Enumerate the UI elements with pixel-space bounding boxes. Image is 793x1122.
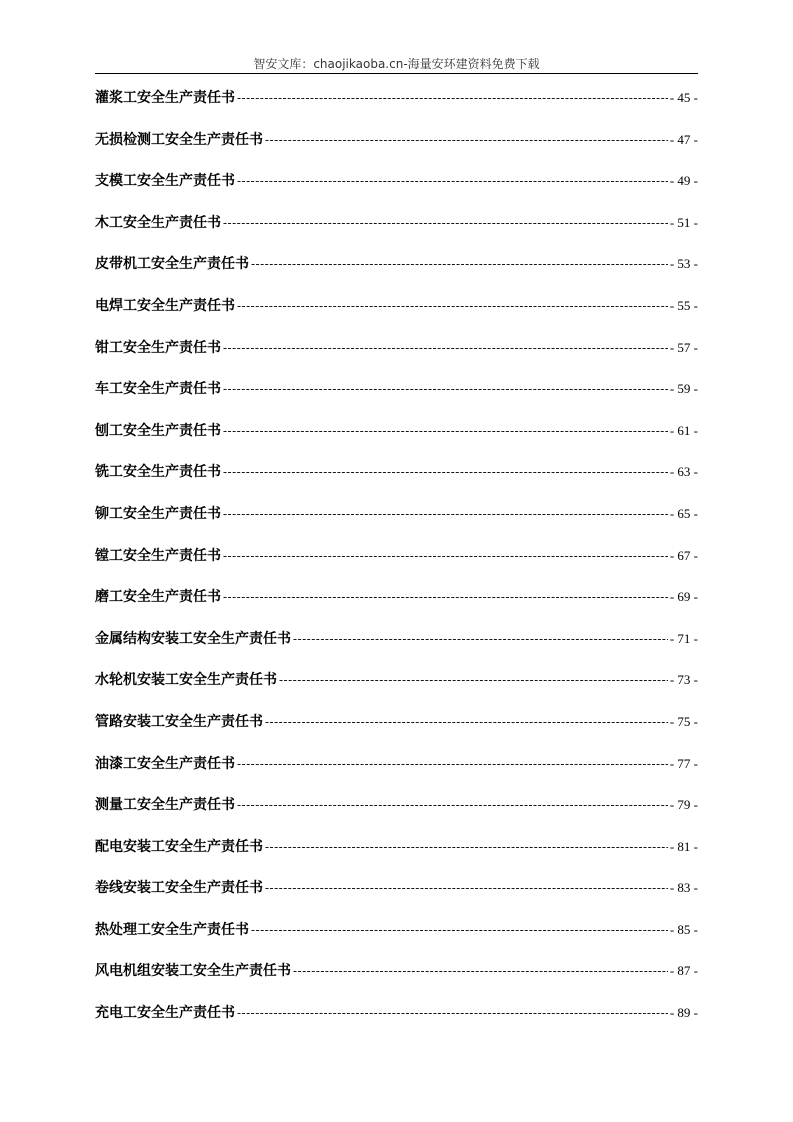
toc-entry[interactable]: [95, 920, 698, 962]
toc-leader: [265, 837, 668, 857]
toc-entry[interactable]: [95, 338, 698, 380]
table-of-contents: [95, 88, 698, 1045]
toc-entry-title: 刨工安全生产责任书: [95, 422, 221, 439]
toc-entry-title: 镗工安全生产责任书: [95, 547, 221, 564]
toc-entry-title: 水轮机安装工安全生产责任书: [95, 672, 277, 689]
toc-entry-page: - 51 -: [669, 214, 698, 230]
toc-entry[interactable]: [95, 88, 698, 130]
toc-entry-title: 无损检测工安全生产责任书: [95, 131, 263, 148]
toc-entry[interactable]: [95, 629, 698, 671]
toc-leader: [265, 878, 668, 898]
toc-leader: [293, 961, 668, 981]
toc-entry[interactable]: [95, 171, 698, 213]
toc-entry[interactable]: [95, 296, 698, 338]
toc-entry-page: - 83 -: [669, 880, 698, 896]
toc-entry[interactable]: [95, 421, 698, 463]
toc-leader: [279, 670, 668, 690]
toc-entry-page: - 89 -: [669, 1005, 698, 1021]
toc-leader: [265, 712, 668, 732]
toc-entry-title: 灌浆工安全生产责任书: [95, 90, 235, 106]
toc-entry[interactable]: [95, 1003, 698, 1045]
toc-entry[interactable]: [95, 546, 698, 588]
toc-leader: [237, 1003, 668, 1023]
toc-entry-page: - 53 -: [669, 256, 698, 272]
toc-leader: [237, 754, 668, 774]
toc-entry-page: - 57 -: [669, 339, 698, 355]
page-header: 智安文库：chaojikaoba.cn-海量安环建资料免费下载: [253, 57, 540, 71]
toc-entry-title: 支模工安全生产责任书: [95, 173, 235, 190]
toc-entry-page: - 69 -: [669, 589, 698, 605]
toc-entry-title: 铆工安全生产责任书: [95, 505, 221, 522]
toc-leader: [223, 462, 668, 482]
toc-leader: [237, 171, 668, 191]
toc-leader: [223, 213, 668, 233]
toc-entry[interactable]: [95, 213, 698, 255]
toc-entry-page: - 49 -: [669, 173, 698, 189]
toc-leader: [223, 421, 668, 441]
toc-leader: [237, 296, 668, 316]
toc-entry[interactable]: [95, 754, 698, 796]
toc-entry[interactable]: [95, 712, 698, 754]
toc-entry[interactable]: [95, 254, 698, 296]
toc-entry-page: - 65 -: [669, 505, 698, 521]
toc-entry-page: - 67 -: [669, 547, 698, 563]
toc-entry-page: - 79 -: [669, 797, 698, 813]
toc-entry-page: - 77 -: [669, 755, 698, 771]
toc-entry-page: - 81 -: [669, 838, 698, 854]
toc-entry-page: - 71 -: [669, 630, 698, 646]
toc-entry-page: - 59 -: [669, 381, 698, 397]
toc-leader: [237, 88, 668, 108]
toc-entry-title: 充电工安全生产责任书: [95, 1005, 235, 1022]
toc-entry[interactable]: [95, 670, 698, 712]
toc-entry-page: - 75 -: [669, 713, 698, 729]
toc-leader: [223, 338, 668, 358]
toc-leader: [223, 546, 668, 566]
toc-entry-page: - 61 -: [669, 422, 698, 438]
toc-entry-page: - 63 -: [669, 464, 698, 480]
toc-leader: [265, 130, 668, 150]
toc-entry[interactable]: [95, 130, 698, 172]
toc-entry[interactable]: [95, 795, 698, 837]
toc-entry[interactable]: [95, 878, 698, 920]
toc-leader: [223, 504, 668, 524]
header-divider: [95, 73, 698, 74]
toc-entry-title: 配电安装工安全生产责任书: [95, 838, 263, 855]
toc-entry[interactable]: [95, 961, 698, 1003]
toc-entry-page: - 55 -: [669, 297, 698, 313]
toc-entry-page: - 47 -: [669, 131, 698, 147]
toc-entry[interactable]: [95, 837, 698, 879]
toc-entry-title: 管路安装工安全生产责任书: [95, 713, 263, 730]
toc-entry-title: 卷线安装工安全生产责任书: [95, 880, 263, 897]
toc-leader: [293, 629, 668, 649]
toc-leader: [251, 254, 668, 274]
toc-entry-title: 金属结构安装工安全生产责任书: [95, 630, 291, 647]
toc-entry-title: 测量工安全生产责任书: [95, 797, 235, 814]
toc-entry-title: 磨工安全生产责任书: [95, 589, 221, 606]
toc-leader: [251, 920, 668, 940]
toc-entry-title: 电焊工安全生产责任书: [95, 297, 235, 314]
toc-entry[interactable]: [95, 504, 698, 546]
toc-entry[interactable]: [95, 379, 698, 421]
toc-leader: [223, 587, 668, 607]
toc-entry-page: - 45 -: [669, 90, 698, 105]
toc-entry-page: - 85 -: [669, 921, 698, 937]
toc-entry[interactable]: [95, 587, 698, 629]
toc-leader: [223, 379, 668, 399]
toc-entry-title: 油漆工安全生产责任书: [95, 755, 235, 772]
toc-entry[interactable]: [95, 462, 698, 504]
toc-entry-title: 皮带机工安全生产责任书: [95, 256, 249, 273]
toc-entry-title: 热处理工安全生产责任书: [95, 921, 249, 938]
toc-entry-title: 木工安全生产责任书: [95, 214, 221, 231]
toc-entry-page: - 87 -: [669, 963, 698, 979]
toc-leader: [237, 795, 668, 815]
toc-entry-title: 风电机组安装工安全生产责任书: [95, 963, 291, 980]
toc-entry-title: 车工安全生产责任书: [95, 381, 221, 398]
toc-entry-page: - 73 -: [669, 672, 698, 688]
toc-entry-title: 铣工安全生产责任书: [95, 464, 221, 481]
toc-entry-title: 钳工安全生产责任书: [95, 339, 221, 356]
